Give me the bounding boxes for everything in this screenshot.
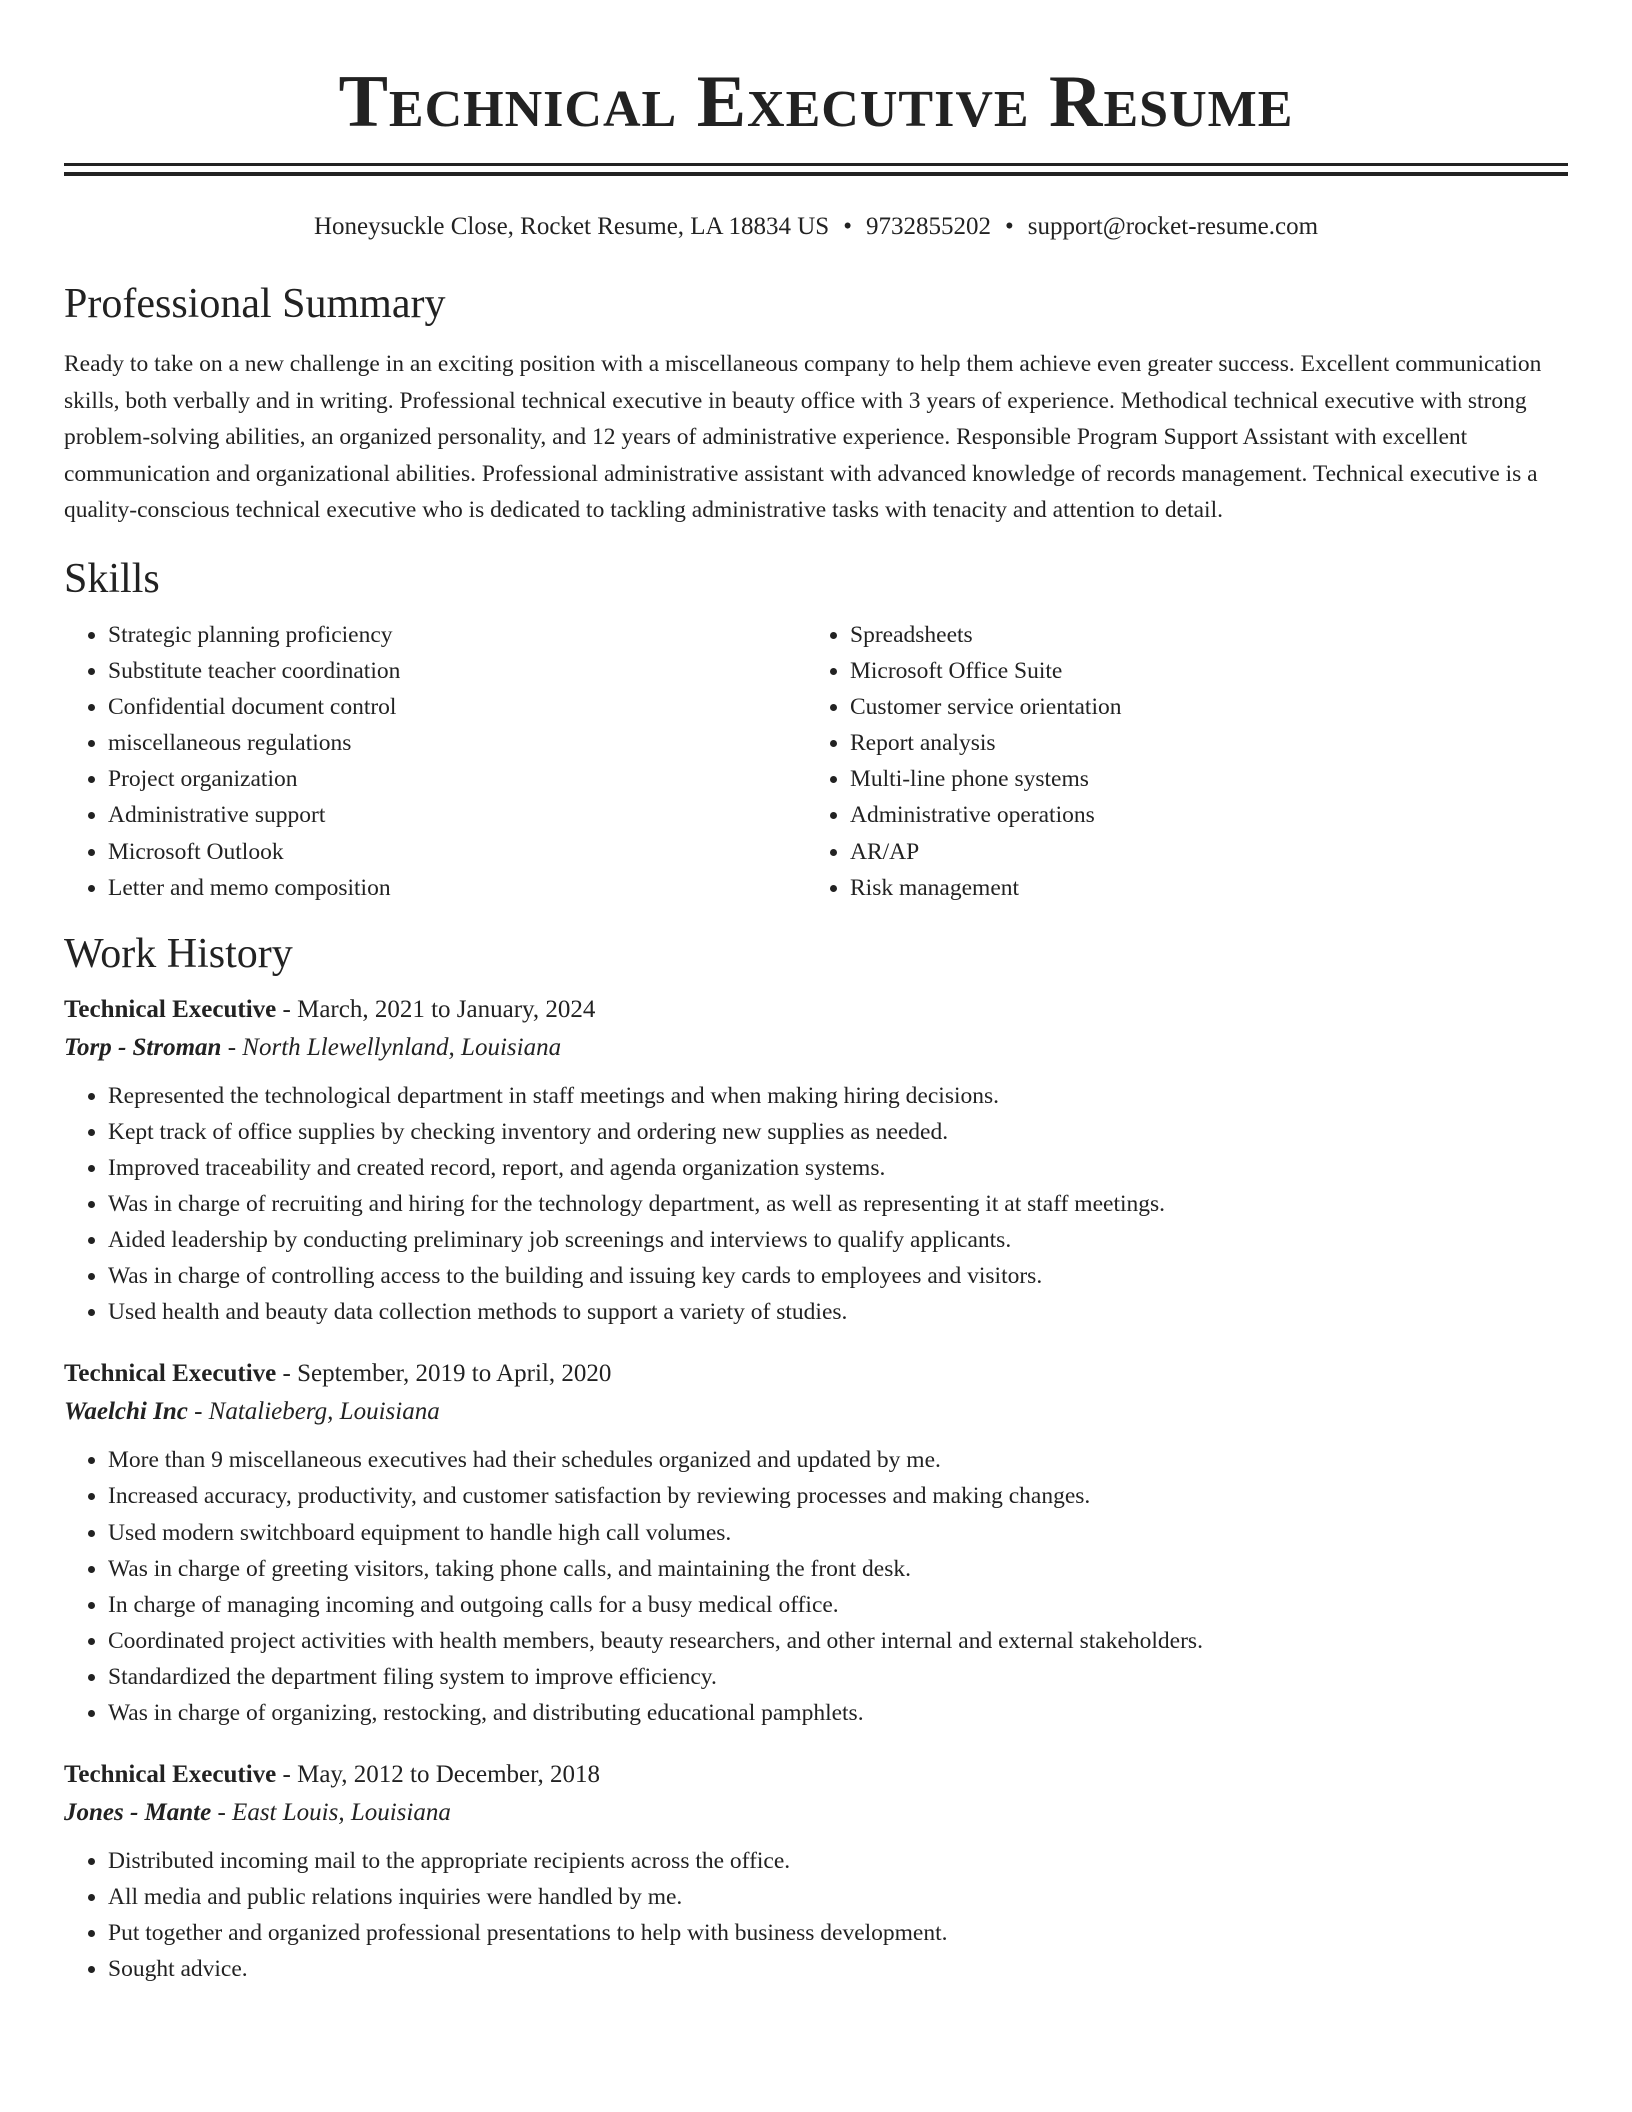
job-bullets	[64, 1843, 1568, 1987]
job-title: Technical Executive	[64, 995, 277, 1023]
skills-heading: Skills	[64, 555, 160, 602]
skill-item: • AR/AP	[850, 834, 1548, 870]
job-company: Waelchi Inc	[64, 1398, 188, 1426]
job-bullet: • Was in charge of recruiting and hiring for the technology department, as well as representing it at staff meetings.	[108, 1186, 1568, 1222]
contact-email: support@rocket-resume.com	[1027, 213, 1319, 240]
job-location: - Natalieberg, Louisiana	[187, 1398, 440, 1426]
job-company: Jones - Mante	[64, 1799, 212, 1827]
job-bullet: • Increased accuracy, productivity, and customer satisfaction by reviewing processes and making changes.	[108, 1478, 1568, 1514]
skills-columns	[64, 617, 1568, 906]
job-bullet: • Put together and organized professional presentations to help with business development.	[108, 1915, 1568, 1951]
job-bullet: • Coordinated project activities with health members, beauty researchers, and other internal and external stakeholders.	[108, 1623, 1568, 1659]
job-bullet: • Was in charge of controlling access to the building and issuing key cards to employees and visitors.	[108, 1258, 1568, 1294]
job-bullet: • Aided leadership by conducting preliminary job screenings and interviews to qualify applicants.	[108, 1222, 1568, 1258]
work-history-heading: Work History	[64, 930, 293, 977]
job-bullet: • Was in charge of greeting visitors, taking phone calls, and maintaining the front desk.	[108, 1551, 1568, 1587]
skill-item: • Project organization	[108, 761, 806, 797]
skills-list-right	[806, 617, 1548, 906]
contact-separator: •	[843, 213, 852, 240]
contact-address: Honeysuckle Close, Rocket Resume, LA 18834 US	[313, 213, 830, 240]
skill-item: • Spreadsheets	[850, 617, 1548, 653]
skill-item: • Administrative operations	[850, 797, 1548, 833]
job-entry	[64, 992, 1568, 1331]
title-rule-thin	[64, 172, 1568, 176]
job-title: Technical Executive	[64, 1761, 277, 1789]
job-title-line	[64, 992, 1568, 1028]
skill-item: • Risk management	[850, 870, 1548, 906]
job-company: Torp - Stroman	[64, 1033, 222, 1061]
job-bullet: • More than 9 miscellaneous executives had their schedules organized and updated by me.	[108, 1442, 1568, 1478]
job-title: Technical Executive	[64, 1360, 277, 1388]
summary-heading: Professional Summary	[64, 281, 446, 327]
job-company-line	[64, 1392, 1568, 1432]
job-title-line	[64, 1356, 1568, 1392]
job-dates: - March, 2021 to January, 2024	[276, 995, 596, 1023]
skill-item: • Microsoft Office Suite	[850, 653, 1548, 689]
job-entry	[64, 1757, 1568, 1987]
job-location: - North Llewellynland, Louisiana	[221, 1033, 562, 1061]
title-rule-thick	[64, 163, 1568, 166]
job-bullet: • Improved traceability and created record, report, and agenda organization systems.	[108, 1150, 1568, 1186]
job-bullet: • Used modern switchboard equipment to handle high call volumes.	[108, 1515, 1568, 1551]
job-bullet: • Kept track of office supplies by checking inventory and ordering new supplies as needed.	[108, 1114, 1568, 1150]
skill-item: • Strategic planning proficiency	[108, 617, 806, 653]
skill-item: • miscellaneous regulations	[108, 725, 806, 761]
skill-item: • Customer service orientation	[850, 689, 1548, 725]
job-bullets	[64, 1442, 1568, 1731]
summary-text: Ready to take on a new challenge in an exciting position with a miscellaneous company to help them achieve even greater success. Excellent communication skills, both verbally and in writing. Professional technical executive in beauty office with 3 years of experience. Methodical technical executive with strong problem-solving abilities, an organized personality, and 12 years of administrative experience. Responsible Program Support Assistant with excellent communication and organizational abilities. Professional administrative assistant with advanced knowledge of records management. Technical executive is a quality-conscious technical executive who is dedicated to tackling administrative tasks with tenacity and attention to detail.	[64, 351, 1542, 524]
job-company-line	[64, 1028, 1568, 1068]
skill-item: • Confidential document control	[108, 689, 806, 725]
resume-title: Technical Executive Resume	[338, 61, 1294, 143]
job-bullet: • Represented the technological department in staff meetings and when making hiring decisions.	[108, 1078, 1568, 1114]
job-bullet: • Was in charge of organizing, restocking, and distributing educational pamphlets.	[108, 1695, 1568, 1731]
skill-item: • Multi-line phone systems	[850, 761, 1548, 797]
skill-item: • Letter and memo composition	[108, 870, 806, 906]
contact-line	[64, 212, 1568, 242]
job-location: - East Louis, Louisiana	[211, 1799, 451, 1827]
job-title-line	[64, 1757, 1568, 1793]
contact-phone: 9732855202	[865, 213, 991, 240]
job-bullet: • Used health and beauty data collection methods to support a variety of studies.	[108, 1294, 1568, 1330]
contact-separator: •	[1004, 213, 1014, 240]
skill-item: • Report analysis	[850, 725, 1548, 761]
job-bullet: • All media and public relations inquiries were handled by me.	[108, 1879, 1568, 1915]
job-bullet: • Standardized the department filing system to improve efficiency.	[108, 1659, 1568, 1695]
job-company-line	[64, 1793, 1568, 1833]
skill-item: • Microsoft Outlook	[108, 834, 806, 870]
job-dates: - May, 2012 to December, 2018	[276, 1761, 600, 1789]
job-bullet: • Distributed incoming mail to the appropriate recipients across the office.	[108, 1843, 1568, 1879]
skill-item: • Substitute teacher coordination	[108, 653, 806, 689]
job-bullet: • Sought advice.	[108, 1951, 1568, 1987]
job-entry	[64, 1356, 1568, 1731]
job-bullets	[64, 1078, 1568, 1331]
job-bullet: • In charge of managing incoming and outgoing calls for a busy medical office.	[108, 1587, 1568, 1623]
job-dates: - September, 2019 to April, 2020	[276, 1360, 612, 1388]
skill-item: • Administrative support	[108, 797, 806, 833]
skills-list-left	[64, 617, 806, 906]
